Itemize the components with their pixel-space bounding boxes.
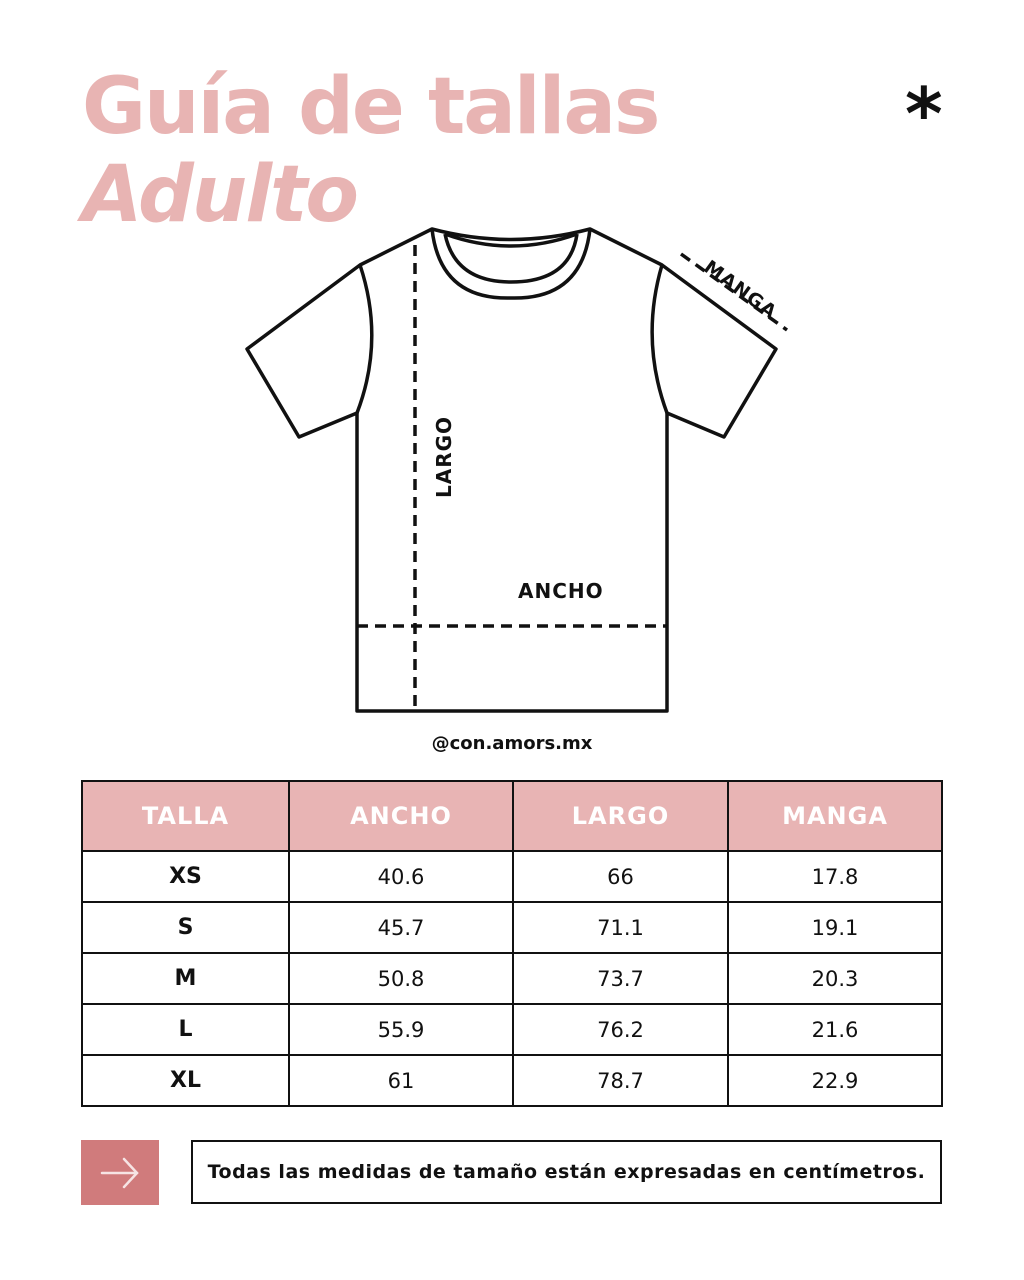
cell-largo: 76.2 (513, 1004, 728, 1055)
title-line-1: Guía de tallas (82, 62, 659, 152)
cell-talla: S (82, 902, 289, 953)
table-row (82, 1055, 942, 1106)
table-row (82, 1004, 942, 1055)
cell-largo: 71.1 (513, 902, 728, 953)
ancho-label: ANCHO (518, 579, 604, 603)
cell-largo: 66 (513, 851, 728, 902)
header-talla: TALLA (82, 781, 289, 851)
header-ancho: ANCHO (289, 781, 513, 851)
table-row (82, 851, 942, 902)
title-line-2: Adulto (82, 150, 357, 240)
cell-largo: 78.7 (513, 1055, 728, 1106)
shirt-outline (247, 229, 776, 711)
cell-manga: 20.3 (728, 953, 942, 1004)
largo-label: LARGO (432, 415, 457, 499)
left-sleeve-seam (357, 265, 372, 413)
manga-label: MANGA (699, 256, 782, 324)
cell-manga: 17.8 (728, 851, 942, 902)
cell-ancho: 40.6 (289, 851, 513, 902)
cell-manga: 19.1 (728, 902, 942, 953)
arrow-button[interactable] (81, 1140, 159, 1205)
instagram-handle: @con.amors.mx (431, 733, 593, 754)
table-header-row (82, 781, 942, 851)
cell-talla: L (82, 1004, 289, 1055)
cell-ancho: 61 (289, 1055, 513, 1106)
size-table (81, 780, 943, 1107)
table-row (82, 953, 942, 1004)
cell-largo: 73.7 (513, 953, 728, 1004)
cell-talla: M (82, 953, 289, 1004)
header-manga: MANGA (728, 781, 942, 851)
table-row (82, 902, 942, 953)
units-note: Todas las medidas de tamaño están expresadas en centímetros. (191, 1140, 942, 1204)
cell-ancho: 50.8 (289, 953, 513, 1004)
cell-manga: 22.9 (728, 1055, 942, 1106)
cell-talla: XL (82, 1055, 289, 1106)
asterisk-icon: * (905, 72, 943, 156)
cell-talla: XS (82, 851, 289, 902)
header-largo: LARGO (513, 781, 728, 851)
cell-ancho: 55.9 (289, 1004, 513, 1055)
cell-ancho: 45.7 (289, 902, 513, 953)
right-sleeve-seam (652, 265, 667, 413)
arrow-right-icon (100, 1155, 140, 1191)
cell-manga: 21.6 (728, 1004, 942, 1055)
